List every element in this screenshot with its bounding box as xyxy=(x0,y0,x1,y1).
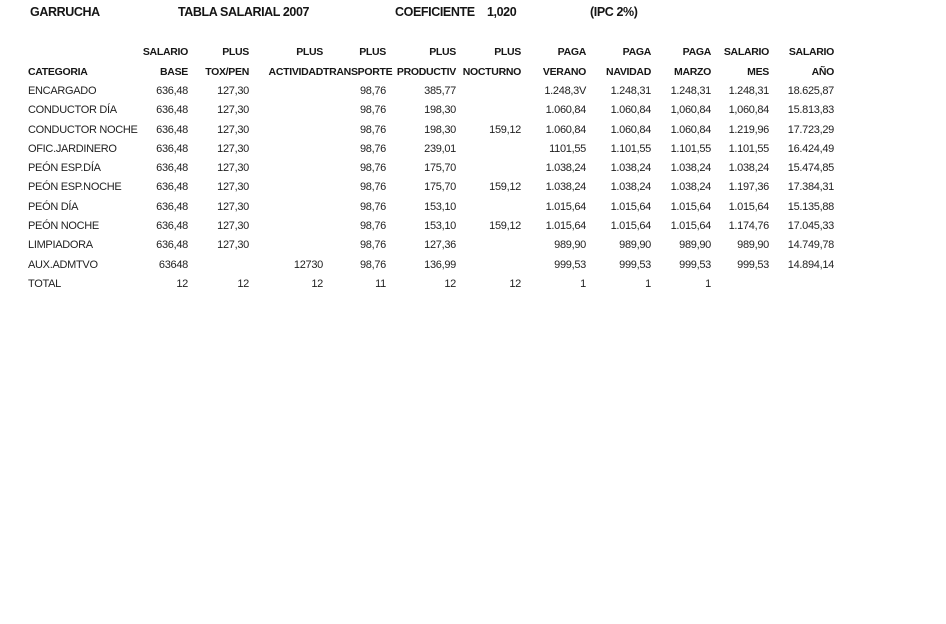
value-cell: 198,30 xyxy=(424,123,456,136)
header-cell: PLUS xyxy=(296,46,323,58)
value-cell: 15.474,85 xyxy=(787,162,834,175)
value-cell xyxy=(249,159,323,178)
category-cell: AUX.ADMTVO xyxy=(28,258,98,271)
value-cell: 1.060,84 xyxy=(545,104,586,117)
table-header-row-primary xyxy=(28,42,834,62)
header-cell: TOX/PEN xyxy=(205,66,249,78)
value-cell: 98,76 xyxy=(359,200,386,213)
value-cell: 16.424,49 xyxy=(787,142,834,155)
table-row xyxy=(28,101,834,120)
header-cell: VERANO xyxy=(542,66,586,78)
value-cell: 11 xyxy=(375,277,386,290)
value-cell: 636,48 xyxy=(156,220,188,233)
header-cell: PAGA xyxy=(682,46,711,58)
value-cell: 198,30 xyxy=(424,104,456,117)
category-cell: CONDUCTOR NOCHE xyxy=(28,123,138,136)
header-cell: TRANSPORTE xyxy=(323,66,393,78)
category-cell: ENCARGADO xyxy=(28,85,97,97)
value-cell: 636,48 xyxy=(156,85,188,97)
value-cell: 636,48 xyxy=(156,239,188,252)
header-cell: PAGA xyxy=(622,46,651,58)
value-cell: 98,76 xyxy=(359,142,386,155)
value-cell: 12 xyxy=(176,277,188,290)
value-cell: 17.723,29 xyxy=(787,123,834,136)
header-cell: NOCTURNO xyxy=(462,66,521,78)
value-cell xyxy=(456,236,521,255)
value-cell: 14.894,14 xyxy=(787,258,834,271)
value-cell: 1.101,55 xyxy=(670,142,711,155)
value-cell xyxy=(249,121,323,140)
header-cell: PLUS xyxy=(359,46,386,58)
value-cell: 999,53 xyxy=(737,258,769,271)
value-cell xyxy=(456,140,521,159)
table-row xyxy=(28,217,834,236)
value-cell xyxy=(769,275,834,294)
category-cell: OFIC.JARDINERO xyxy=(28,142,117,155)
value-cell: 999,53 xyxy=(679,258,711,271)
value-cell: 1.015,64 xyxy=(728,200,769,213)
value-cell: 153,10 xyxy=(424,220,456,233)
value-cell: 1 xyxy=(580,277,586,290)
value-cell: 1.038,24 xyxy=(610,162,651,175)
value-cell: 1.060,84 xyxy=(610,123,651,136)
header-cell: SALARIO xyxy=(723,46,769,58)
value-cell: 159,12 xyxy=(489,220,521,233)
table-row xyxy=(28,256,834,275)
value-cell: 999,53 xyxy=(554,258,586,271)
category-cell: PEÓN NOCHE xyxy=(28,220,99,233)
value-cell: 159,12 xyxy=(489,181,521,194)
value-cell: 98,76 xyxy=(359,85,386,97)
value-cell: 98,76 xyxy=(359,123,386,136)
header-cell: CATEGORIA xyxy=(28,66,88,78)
coefficient-label: COEFICIENTE xyxy=(395,5,475,19)
table-row xyxy=(28,178,834,197)
value-cell: 1,060,84 xyxy=(670,104,711,117)
value-cell: 127,30 xyxy=(217,239,249,252)
value-cell: 989,90 xyxy=(737,239,769,252)
ipc-note: (IPC 2%) xyxy=(590,5,638,19)
value-cell: 127,36 xyxy=(424,239,456,252)
category-cell: PEÓN ESP.NOCHE xyxy=(28,181,122,194)
header-cell: PLUS xyxy=(429,46,456,58)
value-cell: 1.060,84 xyxy=(610,104,651,117)
value-cell: 239,01 xyxy=(424,142,456,155)
value-cell: 98,76 xyxy=(359,258,386,271)
value-cell: 1 xyxy=(645,277,651,290)
value-cell: 989,90 xyxy=(679,239,711,252)
value-cell: 15.813,83 xyxy=(787,104,834,117)
value-cell: 1.038,24 xyxy=(670,181,711,194)
value-cell: 636,48 xyxy=(156,162,188,175)
header-cell: PLUS xyxy=(222,46,249,58)
value-cell xyxy=(456,159,521,178)
table-header-row-secondary xyxy=(28,62,834,82)
value-cell: 98,76 xyxy=(359,181,386,194)
value-cell: 127,30 xyxy=(217,181,249,194)
value-cell: 1.248,31 xyxy=(670,85,711,97)
value-cell: 989,90 xyxy=(554,239,586,252)
value-cell: 636,48 xyxy=(156,104,188,117)
value-cell: 18.625,87 xyxy=(787,85,834,97)
value-cell: 12 xyxy=(237,277,249,290)
category-cell: PEÓN DÍA xyxy=(28,200,79,213)
value-cell: 17.045,33 xyxy=(787,220,834,233)
table-row xyxy=(28,121,834,140)
category-cell: CONDUCTOR DÍA xyxy=(28,104,117,117)
value-cell: 1.015,64 xyxy=(545,200,586,213)
table-row xyxy=(28,236,834,255)
value-cell: 127,30 xyxy=(217,200,249,213)
header-cell: AÑO xyxy=(811,66,834,78)
value-cell xyxy=(249,82,323,101)
municipality-title: GARRUCHA xyxy=(30,5,100,19)
value-cell xyxy=(456,82,521,101)
value-cell: 1.060,84 xyxy=(670,123,711,136)
table-row xyxy=(28,275,834,294)
value-cell: 1.174,76 xyxy=(728,220,769,233)
value-cell xyxy=(456,256,521,275)
value-cell xyxy=(188,256,249,275)
value-cell: 159,12 xyxy=(489,123,521,136)
value-cell: 12 xyxy=(444,277,456,290)
value-cell: 175,70 xyxy=(424,181,456,194)
value-cell: 989,90 xyxy=(619,239,651,252)
header-cell: PAGA xyxy=(557,46,586,58)
value-cell: 1.015,64 xyxy=(610,220,651,233)
value-cell: 63648 xyxy=(158,258,188,271)
value-cell xyxy=(249,217,323,236)
value-cell: 1.038,24 xyxy=(670,162,711,175)
value-cell: 14.749,78 xyxy=(787,239,834,252)
header-cell: SALARIO xyxy=(788,46,834,58)
coefficient-value: 1,020 xyxy=(487,5,517,19)
value-cell: 136,99 xyxy=(424,258,456,271)
value-cell: 17.384,31 xyxy=(787,181,834,194)
value-cell: 127,30 xyxy=(217,220,249,233)
value-cell xyxy=(249,198,323,217)
header-cell: MES xyxy=(747,66,769,78)
value-cell: 999,53 xyxy=(619,258,651,271)
value-cell: 1.101,55 xyxy=(728,142,769,155)
value-cell: 98,76 xyxy=(359,220,386,233)
value-cell: 127,30 xyxy=(217,104,249,117)
salary-table xyxy=(28,42,834,294)
value-cell: 636,48 xyxy=(156,181,188,194)
value-cell: 1.219,96 xyxy=(728,123,769,136)
header-cell: BASE xyxy=(160,66,188,78)
value-cell: 1.015,64 xyxy=(670,200,711,213)
value-cell: 12 xyxy=(509,277,521,290)
header-cell: ACTIVIDAD xyxy=(268,66,323,78)
header-cell: PLUS xyxy=(494,46,521,58)
value-cell: 127,30 xyxy=(217,162,249,175)
value-cell: 1.038,24 xyxy=(545,181,586,194)
value-cell: 1.038,24 xyxy=(545,162,586,175)
value-cell: 153,10 xyxy=(424,200,456,213)
value-cell: 175,70 xyxy=(424,162,456,175)
value-cell xyxy=(711,275,769,294)
value-cell: 1.101,55 xyxy=(610,142,651,155)
table-row xyxy=(28,198,834,217)
value-cell: 1101,55 xyxy=(549,142,586,155)
value-cell: 1.197,36 xyxy=(728,181,769,194)
value-cell xyxy=(249,101,323,120)
value-cell: 1.248,31 xyxy=(610,85,651,97)
header-cell: SALARIO xyxy=(142,46,188,58)
value-cell: 127,30 xyxy=(217,123,249,136)
header-cell xyxy=(28,42,140,62)
page-title: TABLA SALARIAL 2007 xyxy=(178,5,310,19)
table-row xyxy=(28,159,834,178)
value-cell: 385,77 xyxy=(424,85,456,97)
value-cell: 12 xyxy=(311,277,323,290)
value-cell: 98,76 xyxy=(359,239,386,252)
value-cell: 1.248,31 xyxy=(728,85,769,97)
header-cell: MARZO xyxy=(674,66,711,78)
value-cell: 1.015,64 xyxy=(545,220,586,233)
value-cell: 1 xyxy=(705,277,711,290)
value-cell: 127,30 xyxy=(217,85,249,97)
value-cell: 1.038,24 xyxy=(728,162,769,175)
value-cell xyxy=(456,198,521,217)
value-cell: 1.060,84 xyxy=(545,123,586,136)
value-cell: 12730 xyxy=(293,258,323,271)
value-cell: 636,48 xyxy=(156,123,188,136)
value-cell: 1.015,64 xyxy=(670,220,711,233)
value-cell: 636,48 xyxy=(156,142,188,155)
value-cell: 1.038,24 xyxy=(610,181,651,194)
value-cell: 98,76 xyxy=(359,104,386,117)
header-cell: NAVIDAD xyxy=(606,66,651,78)
value-cell: 1,060,84 xyxy=(728,104,769,117)
value-cell xyxy=(249,140,323,159)
table-row xyxy=(28,140,834,159)
table-body xyxy=(28,82,834,294)
category-cell: TOTAL xyxy=(28,277,61,290)
value-cell xyxy=(456,101,521,120)
value-cell xyxy=(249,178,323,197)
value-cell: 15.135,88 xyxy=(787,200,834,213)
value-cell: 636,48 xyxy=(156,200,188,213)
header-cell: PRODUCTIV xyxy=(396,66,456,78)
table-row xyxy=(28,82,834,101)
value-cell: 1.248,3V xyxy=(544,85,586,97)
category-cell: LIMPIADORA xyxy=(28,239,93,252)
value-cell xyxy=(249,236,323,255)
category-cell: PEÓN ESP.DÍA xyxy=(28,162,101,175)
value-cell: 98,76 xyxy=(359,162,386,175)
value-cell: 127,30 xyxy=(217,142,249,155)
value-cell: 1.015,64 xyxy=(610,200,651,213)
